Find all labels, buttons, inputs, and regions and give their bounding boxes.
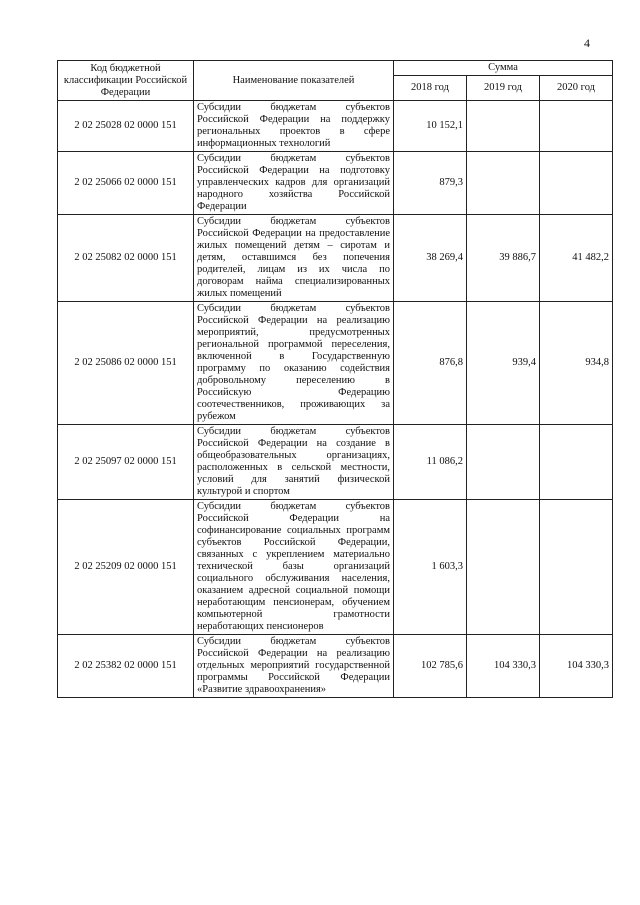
table-row <box>58 302 613 425</box>
row-code: 2 02 25066 02 0000 151 <box>58 152 194 215</box>
row-name: Субсидии бюджетам субъектов Российской Федерации на поддержку региональных проектов в сфере информационных технологий <box>194 101 394 152</box>
row-value-2020 <box>540 152 613 215</box>
row-value-2020: 934,8 <box>540 302 613 425</box>
table-body <box>58 101 613 698</box>
table-header <box>58 61 613 101</box>
table-row <box>58 425 613 500</box>
row-code: 2 02 25209 02 0000 151 <box>58 500 194 635</box>
row-code: 2 02 25382 02 0000 151 <box>58 635 194 698</box>
header-year-2020: 2020 год <box>540 76 613 101</box>
row-value-2019 <box>467 500 540 635</box>
row-value-2020 <box>540 500 613 635</box>
row-value-2019 <box>467 425 540 500</box>
table-row <box>58 215 613 302</box>
row-value-2020 <box>540 425 613 500</box>
row-name: Субсидии бюджетам субъектов Российской Федерации на создание в общеобразовательных организациях, расположенных в сельской местности, условий для занятий физической культурой и спортом <box>194 425 394 500</box>
row-value-2018: 38 269,4 <box>394 215 467 302</box>
table-row <box>58 500 613 635</box>
row-name: Субсидии бюджетам субъектов Российской Федерации на предоставление жилых помещений детям – сиротам и детям, оставшимся без попечения родителей, лицам из их числа по договорам найма специализированных жилых помещений <box>194 215 394 302</box>
row-value-2018: 876,8 <box>394 302 467 425</box>
header-year-2018: 2018 год <box>394 76 467 101</box>
row-code: 2 02 25082 02 0000 151 <box>58 215 194 302</box>
row-name: Субсидии бюджетам субъектов Российской Федерации на подготовку управленческих кадров для организаций народного хозяйства Российской Федерации <box>194 152 394 215</box>
row-value-2019 <box>467 152 540 215</box>
row-value-2020 <box>540 101 613 152</box>
row-value-2018: 1 603,3 <box>394 500 467 635</box>
row-code: 2 02 25086 02 0000 151 <box>58 302 194 425</box>
budget-table <box>57 60 613 698</box>
row-name: Субсидии бюджетам субъектов Российской Федерации на софинансирование социальных программ субъектов Российской Федерации, связанных с укреплением материально технической базы организаций социального обслуживания населения, оказанием адресной социальной помощи неработающим пенсионерам, обучением компьютерной грамотности неработающих пенсионеров <box>194 500 394 635</box>
row-value-2020: 104 330,3 <box>540 635 613 698</box>
table-row <box>58 152 613 215</box>
row-value-2020: 41 482,2 <box>540 215 613 302</box>
row-value-2019: 104 330,3 <box>467 635 540 698</box>
row-name: Субсидии бюджетам субъектов Российской Федерации на реализацию отдельных мероприятий государственной программы Российской Федерации «Развитие здравоохранения» <box>194 635 394 698</box>
row-code: 2 02 25097 02 0000 151 <box>58 425 194 500</box>
table-row <box>58 635 613 698</box>
header-sum: Сумма <box>394 61 613 76</box>
row-value-2018: 102 785,6 <box>394 635 467 698</box>
row-value-2018: 11 086,2 <box>394 425 467 500</box>
header-code: Код бюджетной классификации Российской Федерации <box>58 61 194 101</box>
row-value-2018: 879,3 <box>394 152 467 215</box>
row-value-2018: 10 152,1 <box>394 101 467 152</box>
header-name: Наименование показателей <box>194 61 394 101</box>
row-value-2019: 39 886,7 <box>467 215 540 302</box>
table-row <box>58 101 613 152</box>
header-year-2019: 2019 год <box>467 76 540 101</box>
row-name: Субсидии бюджетам субъектов Российской Федерации на реализацию мероприятий, предусмотренных региональной программой переселения, включенной в Государственную программу по оказанию содействия добровольному переселению в Российскую Федерацию соотечественников, проживающих за рубежом <box>194 302 394 425</box>
row-value-2019: 939,4 <box>467 302 540 425</box>
row-code: 2 02 25028 02 0000 151 <box>58 101 194 152</box>
page-number: 4 <box>584 36 590 50</box>
row-value-2019 <box>467 101 540 152</box>
